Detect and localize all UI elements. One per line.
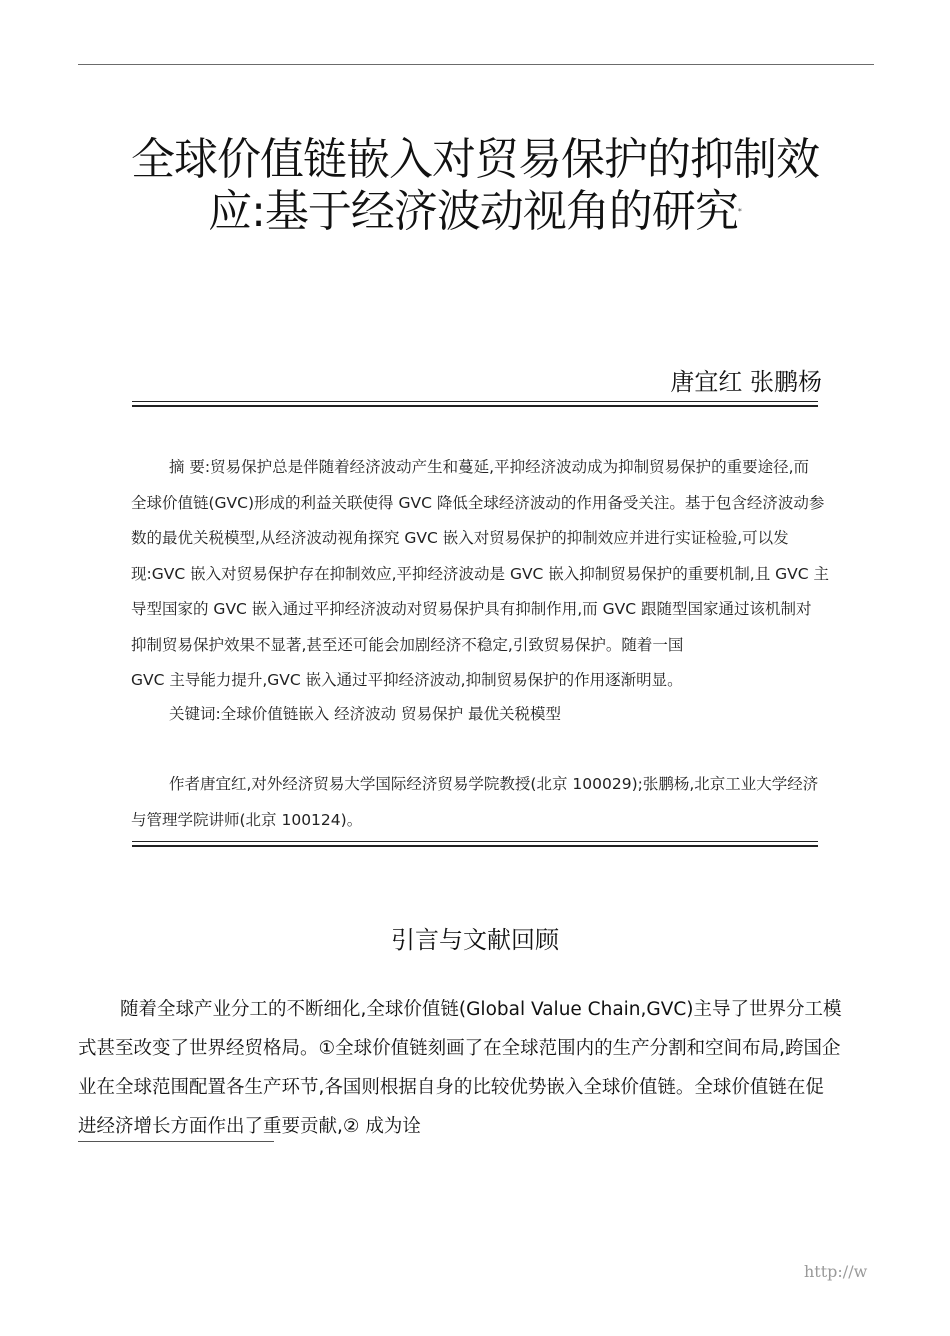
abstract-line: 摘 要:贸易保护总是伴随着经济波动产生和蔓延,平抑经济波动成为抑制贸易保护的重要途径,而 xyxy=(169,458,810,476)
body-line: 业在全球范围配置各生产环节,各国则根据自身的比较优势嵌入全球价值链。全球价值链在促 xyxy=(78,1077,824,1098)
title-line xyxy=(70,186,880,238)
abstract-line: 现:GVC 嵌入对贸易保护存在抑制效应,平抑经济波动是 GVC 嵌入抑制贸易保护的重要机制,且 GVC 主 xyxy=(131,564,830,583)
title-line: 全球价值链嵌入对贸易保护的抑制效 xyxy=(131,134,819,185)
abstract-line: 导型国家的 GVC 嵌入通过平抑经济波动对贸易保护具有抑制作用,而 GVC 跟随型国家通过该机制对 xyxy=(131,600,812,618)
abstract xyxy=(131,450,891,699)
authors: 唐宜红 张鹏杨 xyxy=(670,368,822,396)
body-line: 随着全球产业分工的不断细化,全球价值链(Global Value Chain,GVC)主导了世界分工模 xyxy=(120,999,842,1020)
section-title: 引言与文献回顾 xyxy=(391,926,559,954)
author-info-line: 作者唐宜红,对外经济贸易大学国际经济贸易学院教授(北京 100029);张鹏杨,北京工业大学经济 xyxy=(169,775,819,793)
authors-divider xyxy=(132,401,818,407)
author-info xyxy=(131,766,891,838)
title-footnote-marker: * xyxy=(737,207,742,216)
abstract-line: 全球价值链(GVC)形成的利益关联使得 GVC 降低全球经济波动的作用备受关注。基于包含经济波动参 xyxy=(131,493,825,512)
abstract-divider xyxy=(132,841,818,847)
footnote-rule xyxy=(78,1141,274,1142)
abstract-line: GVC 主导能力提升,GVC 嵌入通过平抑经济波动,抑制贸易保护的作用逐渐明显。 xyxy=(131,671,683,689)
abstract-paragraph xyxy=(131,450,891,486)
body-line: 式甚至改变了世界经贸格局。①全球价值链刻画了在全球范围内的生产分割和空间布局,跨国企 xyxy=(78,1038,841,1059)
header-rule xyxy=(78,64,874,65)
abstract-line: 数的最优关税模型,从经济波动视角探究 GVC 嵌入对贸易保护的抑制效应并进行实证检验,可以发 xyxy=(131,529,789,547)
title-line-text: 应:基于经济波动视角的研究 xyxy=(208,186,738,237)
keywords: 关键词:全球价值链嵌入 经济波动 贸易保护 最优关税模型 xyxy=(169,705,562,723)
body-line: 进经济增长方面作出了重要贡献,② 成为诠 xyxy=(78,1116,421,1137)
watermark-url: http://w xyxy=(804,1262,868,1281)
abstract-line: 抑制贸易保护效果不显著,甚至还可能会加剧经济不稳定,引致贸易保护。随着一国 xyxy=(131,635,684,654)
author-info-line: 与管理学院讲师(北京 100124)。 xyxy=(131,811,363,829)
paper-title xyxy=(70,134,880,238)
body-paragraph xyxy=(78,990,888,1146)
